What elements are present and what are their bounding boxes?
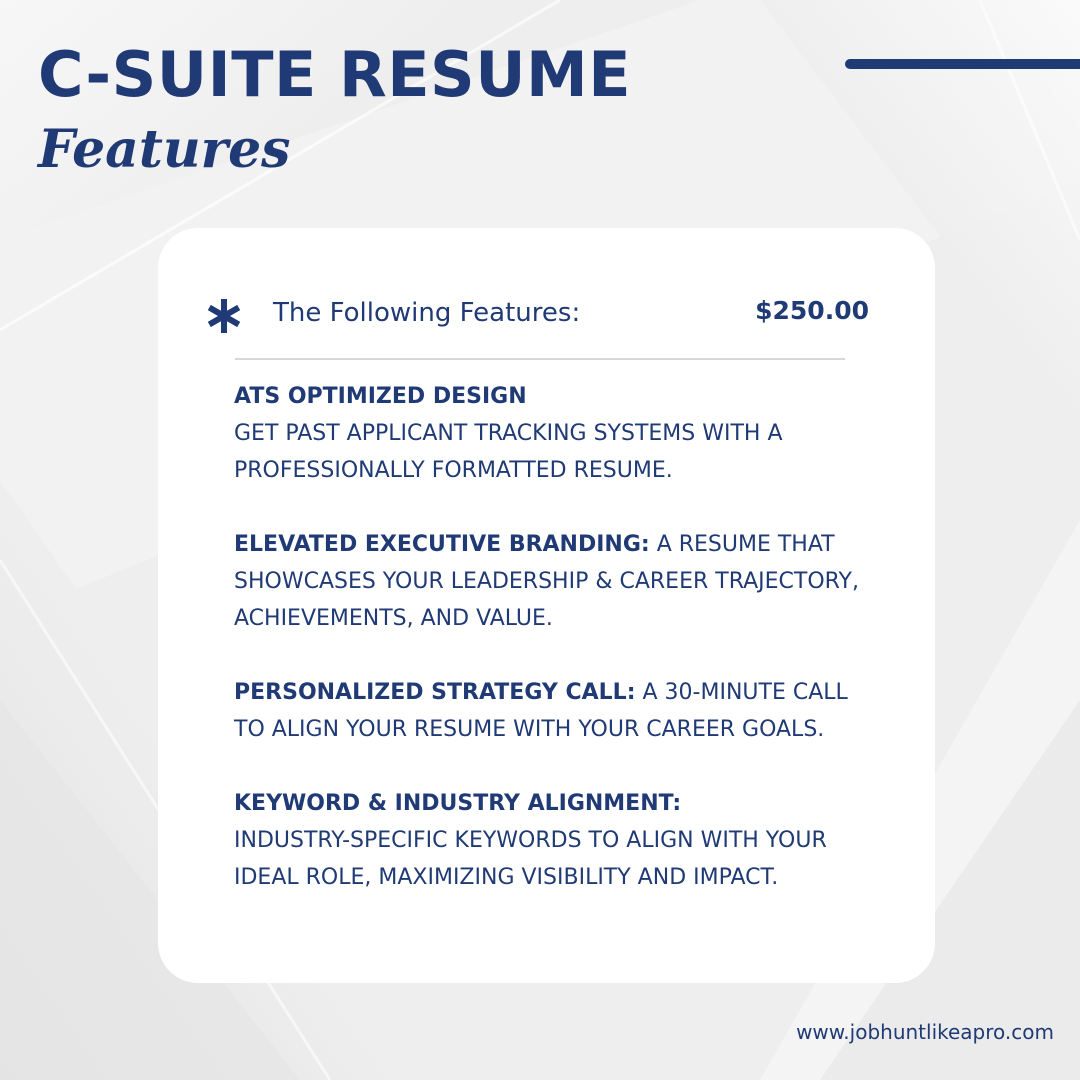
feature-title: KEYWORD & INDUSTRY ALIGNMENT: bbox=[234, 791, 682, 816]
feature-item bbox=[234, 785, 874, 896]
feature-title: ATS OPTIMIZED DESIGN bbox=[234, 384, 527, 409]
decorative-rule bbox=[845, 59, 1080, 69]
feature-description: INDUSTRY-SPECIFIC KEYWORDS TO ALIGN WITH YOUR IDEAL ROLE, MAXIMIZING VISIBILITY AND IMPACT. bbox=[234, 828, 827, 890]
features-label: The Following Features: bbox=[273, 298, 581, 328]
divider bbox=[235, 358, 845, 360]
feature-description: A 30-MINUTE CALL TO ALIGN YOUR RESUME WITH YOUR CAREER GOALS. bbox=[234, 680, 848, 742]
feature-list bbox=[234, 378, 874, 933]
feature-title: ELEVATED EXECUTIVE BRANDING: bbox=[234, 532, 650, 557]
website-url[interactable]: www.jobhuntlikeapro.com bbox=[796, 1020, 1054, 1044]
feature-item bbox=[234, 526, 874, 637]
feature-title: PERSONALIZED STRATEGY CALL: bbox=[234, 680, 636, 705]
page-subtitle: Features bbox=[38, 119, 291, 180]
price: $250.00 bbox=[755, 296, 869, 325]
feature-description: A RESUME THAT SHOWCASES YOUR LEADERSHIP & CAREER TRAJECTORY, ACHIEVEMENTS, AND VALUE. bbox=[234, 532, 859, 631]
features-card bbox=[158, 228, 935, 983]
asterisk-icon bbox=[204, 296, 244, 336]
feature-item bbox=[234, 674, 874, 748]
feature-item bbox=[234, 378, 874, 489]
page-title: C-SUITE RESUME bbox=[38, 38, 632, 111]
feature-description: GET PAST APPLICANT TRACKING SYSTEMS WITH A PROFESSIONALLY FORMATTED RESUME. bbox=[234, 421, 783, 483]
